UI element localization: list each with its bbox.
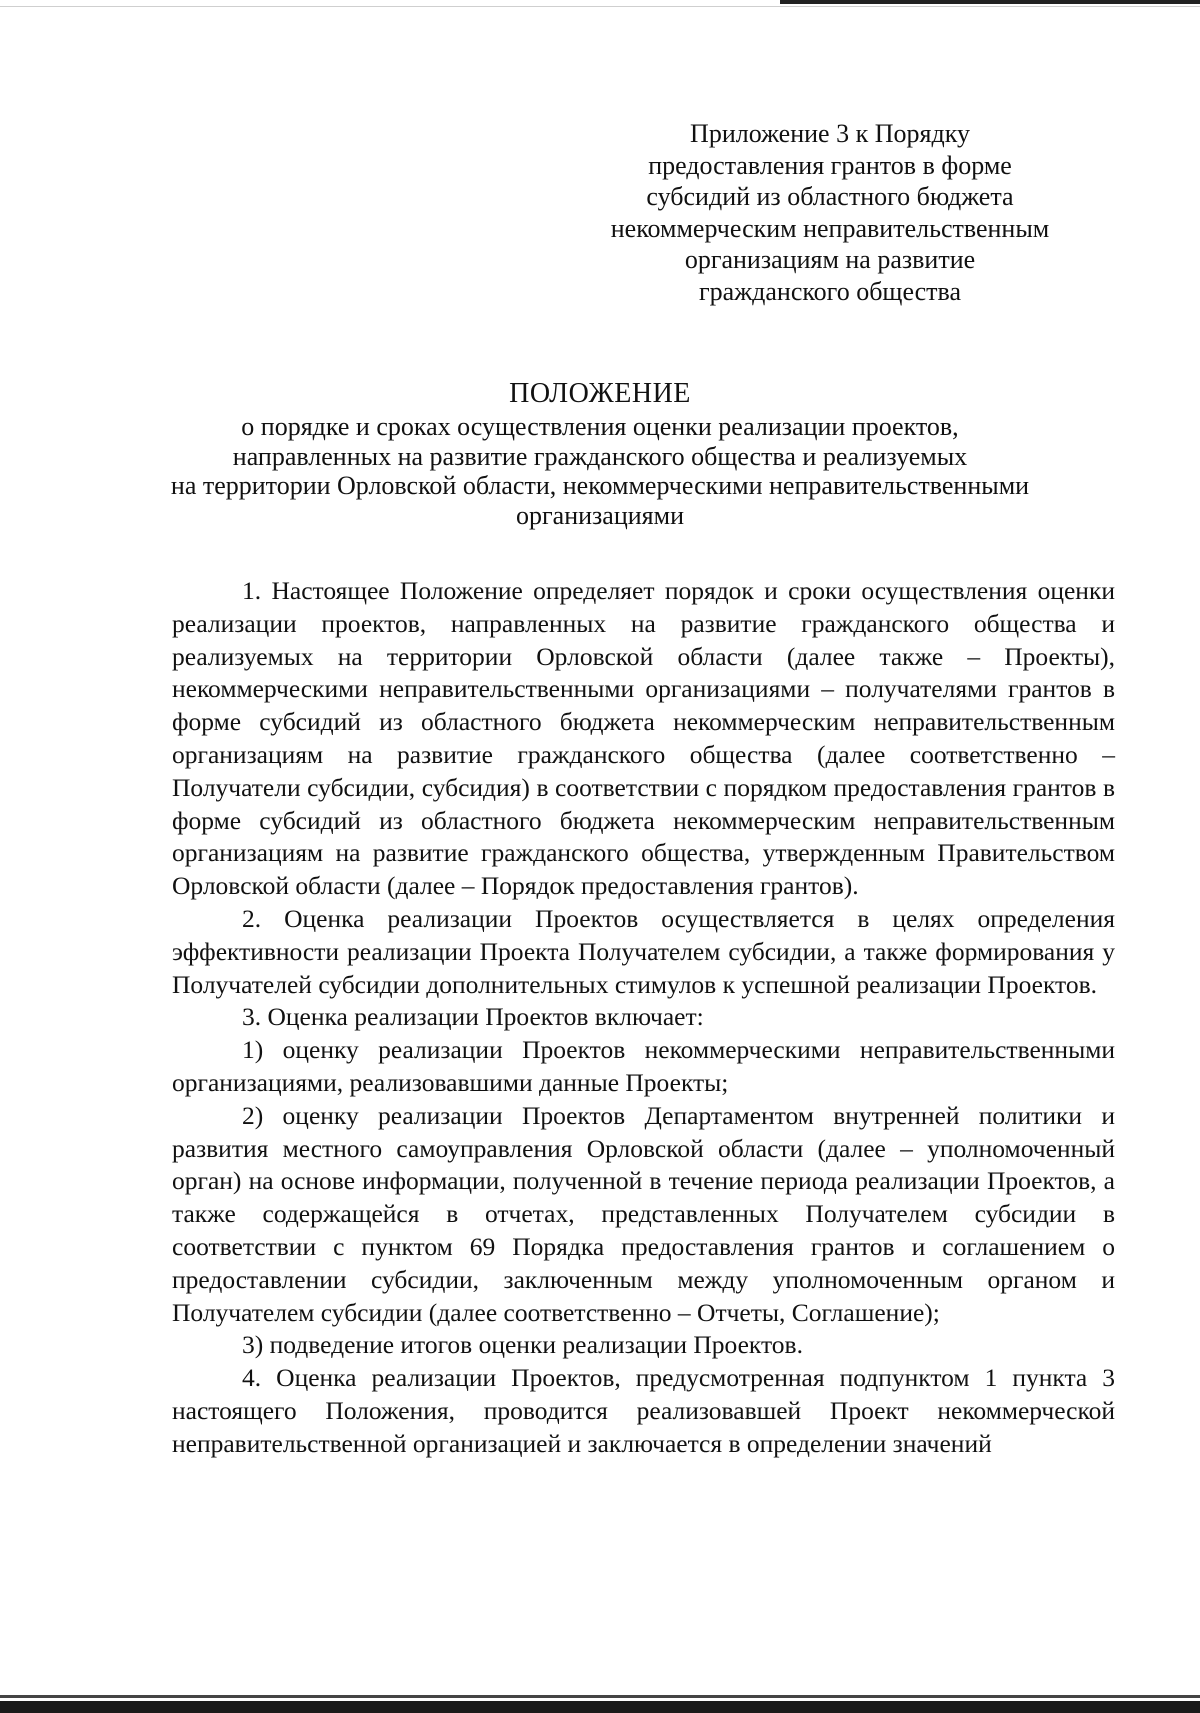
document-title-block <box>150 376 1050 530</box>
paragraph-4: 4. Оценка реализации Проектов, предусмотренная подпунктом 1 пункта 3 настоящего Положения, проводится реализовавшей Проект некоммерческой неправительственной организацией и заключается в определении значений <box>172 1363 1115 1458</box>
paragraph-3-item-2: 2) оценку реализации Проектов Департаментом внутренней политики и развития местного самоуправления Орловской области (далее – уполномоченный орган) на основе информации, полученной в течение периода реализации Проектов, а также содержащейся в отчетах, представленных Получателем субсидии в соответствии с пунктом 69 Порядка предоставления грантов и соглашением о предоставлении субсидии, заключенным между уполномоченным органом и Получателем субсидии (далее соответственно – Отчеты, Соглашение); <box>172 1100 1115 1327</box>
appendix-line: гражданского общества <box>698 276 962 306</box>
document-title: ПОЛОЖЕНИЕ <box>509 378 691 409</box>
paragraph-1: 1. Настоящее Положение определяет порядок и сроки осуществления оценки реализации проектов, направленных на развитие гражданского общества и реализуемых на территории Орловской области (далее также – Проекты), некоммерческими неправительственными организациями – получателями грантов в форме субсидий из областного бюджета некоммерческим неправительственным организациям на развитие гражданского общества (далее соответственно – Получатели субсидии, субсидия) в соответствии с порядком предоставления грантов в форме субсидий из областного бюджета некоммерческим неправительственным организациям на развитие гражданского общества, утвержденным Правительством Орловской области (далее – Порядок предоставления грантов). <box>172 576 1115 901</box>
appendix-line: организациям на развитие <box>684 245 976 274</box>
subtitle-line: направленных на развитие гражданского общества и реализуемых <box>232 441 968 471</box>
scan-mark <box>780 0 1200 4</box>
appendix-line: предоставления грантов в форме <box>648 150 1012 180</box>
scan-top-edge <box>0 0 1200 7</box>
paragraph-3-item-1: 1) оценку реализации Проектов некоммерческими неправительственными организациями, реализовавшими данные Проекты; <box>172 1035 1115 1097</box>
appendix-line: Приложение 3 к Порядку <box>690 119 970 148</box>
scan-bottom-edge <box>0 1701 1200 1713</box>
appendix-line: некоммерческим неправительственным <box>610 213 1050 243</box>
subtitle-line: о порядке и сроках осуществления оценки реализации проектов, <box>241 412 959 441</box>
paragraph-3: 3. Оценка реализации Проектов включает: <box>242 1002 704 1032</box>
subtitle-line: на территории Орловской области, некоммерческими неправительственными <box>170 471 1030 500</box>
appendix-reference <box>560 118 1100 307</box>
paragraph-2: 2. Оценка реализации Проектов осуществляется в целях определения эффективности реализации Проекта Получателем субсидии, а также формирования у Получателей субсидии дополнительных стимулов к успешной реализации Проектов. <box>172 903 1115 999</box>
document-body <box>172 575 1115 1461</box>
document-subtitle <box>150 412 1050 530</box>
subtitle-line: организациями <box>516 500 684 530</box>
appendix-line: субсидий из областного бюджета <box>646 182 1014 211</box>
paragraph-3-item-3: 3) подведение итогов оценки реализации Проектов. <box>242 1330 803 1360</box>
